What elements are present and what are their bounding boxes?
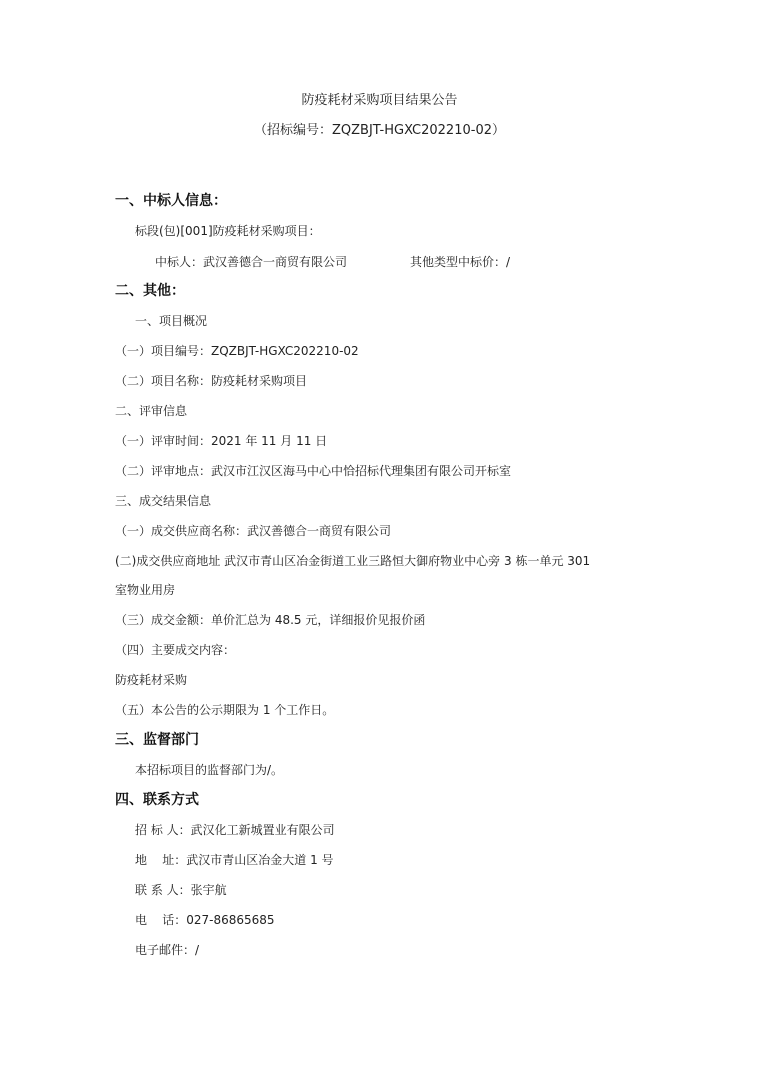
supplier-address-line-2: 室物业用房: [115, 583, 176, 597]
section-heading-other: 二、其他：: [115, 283, 185, 299]
project-name: （二）项目名称：防疫耗材采购项目: [115, 374, 308, 388]
content-title: （四）主要成交内容：: [115, 643, 236, 657]
section-heading-winner: 一、中标人信息：: [115, 193, 227, 209]
page-title: 防疫耗材采购项目结果公告: [301, 93, 458, 108]
review-title: 二、评审信息: [115, 404, 188, 418]
review-time: （一）评审时间：2021 年 11 月 11 日: [115, 434, 328, 448]
section-heading-contact: 四、联系方式: [115, 792, 199, 808]
lot-line: 标段(包)[001]防疫耗材采购项目：: [135, 224, 321, 238]
bid-number: （招标编号：ZQZBJT-HGXC202210-02）: [254, 123, 505, 138]
contact-phone: 电 话：027-86865685: [135, 913, 275, 927]
overview-title: 一、项目概况: [135, 314, 208, 328]
notice-period: （五）本公告的公示期限为 1 个工作日。: [115, 703, 335, 717]
supervision-text: 本招标项目的监督部门为/。: [135, 763, 284, 777]
winner-line: 中标人：武汉善德合一商贸有限公司: [155, 255, 348, 269]
supplier-name: （一）成交供应商名称：武汉善德合一商贸有限公司: [115, 524, 392, 538]
section-heading-supervision: 三、监督部门: [115, 732, 199, 748]
contact-address: 地 址：武汉市青山区冶金大道 1 号: [135, 853, 334, 867]
supplier-address-line-1: (二)成交供应商地址 武汉市青山区冶金街道工业三路恒大御府物业中心旁 3 栋一单元 301: [115, 554, 591, 568]
project-number: （一）项目编号：ZQZBJT-HGXC202210-02: [115, 344, 359, 358]
winner-price: 其他类型中标价：/: [410, 255, 511, 269]
deal-amount: （三）成交金额：单价汇总为 48.5 元，详细报价见报价函: [115, 613, 426, 627]
review-place: （二）评审地点：武汉市江汉区海马中心中恰招标代理集团有限公司开标室: [115, 464, 512, 478]
contact-email: 电子邮件：/: [135, 943, 200, 957]
result-title: 三、成交结果信息: [115, 494, 212, 508]
content-value: 防疫耗材采购: [115, 673, 188, 687]
contact-tenderer: 招 标 人：武汉化工新城置业有限公司: [135, 823, 335, 837]
contact-person: 联 系 人：张宇航: [135, 883, 227, 897]
